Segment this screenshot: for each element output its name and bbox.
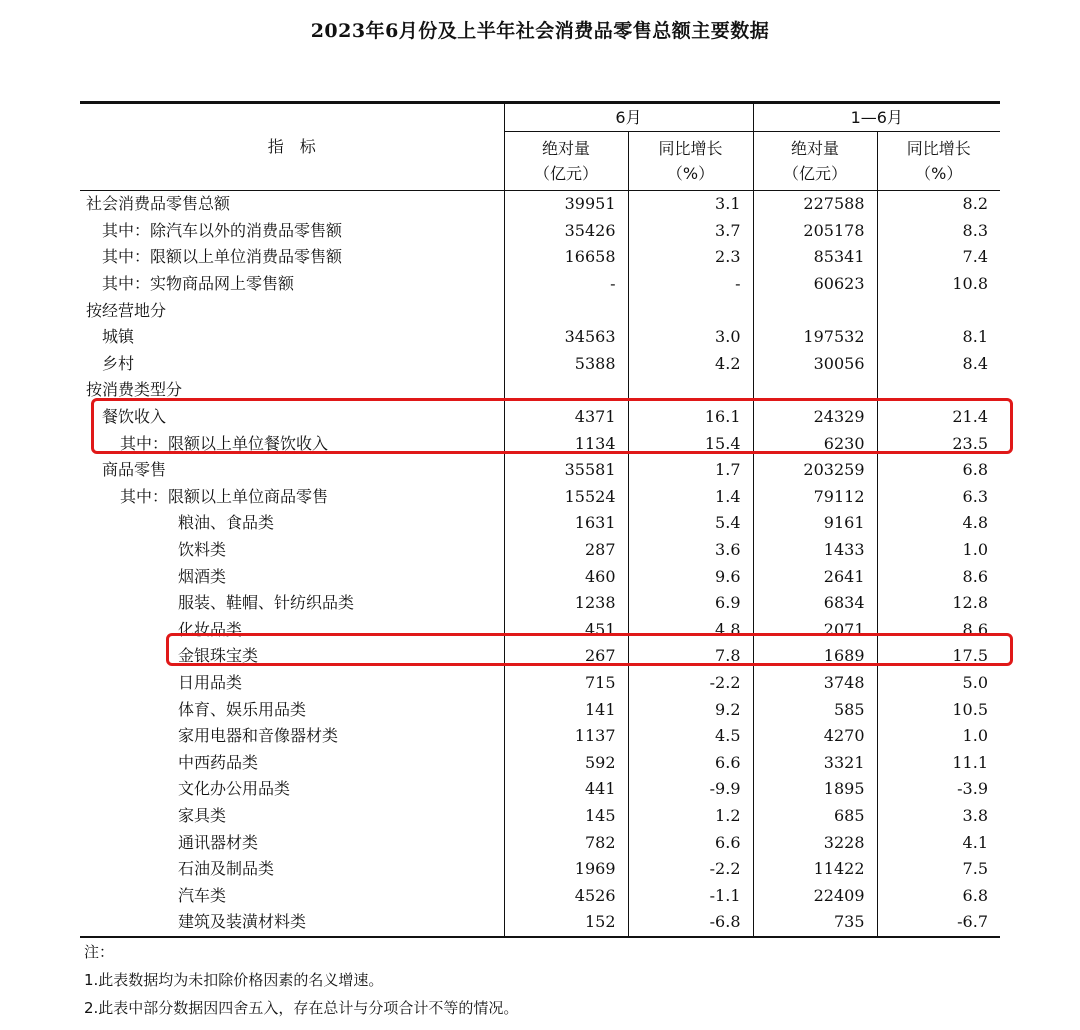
jan-jun-header: 1—6月: [753, 103, 1000, 132]
table-row: [80, 590, 1000, 617]
row-label: 化妆品类: [178, 619, 243, 639]
table-row: [80, 377, 1000, 404]
june-yoy-value: 6.6: [628, 829, 753, 856]
table-row: [80, 324, 1000, 351]
jan-jun-yoy-value: -3.9: [877, 776, 1000, 803]
row-label: 按经营地分: [86, 300, 167, 320]
jan-jun-yoy-value: 6.8: [877, 882, 1000, 909]
jan-jun-yoy-value: 4.1: [877, 829, 1000, 856]
june-yoy-value: 6.6: [628, 749, 753, 776]
june-absolute-value: 441: [504, 776, 628, 803]
jan-jun-yoy-value: 17.5: [877, 643, 1000, 670]
june-absolute-value: 141: [504, 696, 628, 723]
june-yoy-value: -9.9: [628, 776, 753, 803]
jan-jun-yoy-value: 8.1: [877, 324, 1000, 351]
june-absolute-value: 39951: [504, 191, 628, 218]
abs-unit: （亿元）: [533, 164, 598, 183]
june-yoy-value: 3.1: [628, 191, 753, 218]
june-absolute-value: 34563: [504, 324, 628, 351]
table-row: [80, 563, 1000, 590]
june-absolute-value: 1134: [504, 430, 628, 457]
table-row: [80, 457, 1000, 484]
jan-jun-absolute-value: 2641: [753, 563, 877, 590]
june-absolute-value: 782: [504, 829, 628, 856]
june-yoy-value: 4.8: [628, 617, 753, 644]
jan-jun-yoy-value: 23.5: [877, 430, 1000, 457]
jan-jun-yoy-value: 4.8: [877, 510, 1000, 537]
table-row: [80, 244, 1000, 271]
jan-jun-yoy-value: 5.0: [877, 670, 1000, 697]
data-table-container: [80, 101, 1000, 938]
june-yoy-value: 16.1: [628, 404, 753, 431]
june-absolute-value: -: [504, 271, 628, 298]
june-absolute-value: 715: [504, 670, 628, 697]
june-yoy-value: 4.5: [628, 723, 753, 750]
jan-jun-yoy-value: 1.0: [877, 537, 1000, 564]
jan-jun-yoy-value: 10.8: [877, 271, 1000, 298]
jan-jun-absolute-value: 3228: [753, 829, 877, 856]
jan-jun-absolute-value: 3321: [753, 749, 877, 776]
notes-head: 注：: [84, 943, 115, 961]
row-label: 服装、鞋帽、针纺织品类: [178, 593, 355, 613]
june-absolute-value: 152: [504, 909, 628, 937]
jan-jun-absolute-value: 585: [753, 696, 877, 723]
jan-jun-absolute-value: 6834: [753, 590, 877, 617]
jan-jun-absolute-value: 11422: [753, 856, 877, 883]
june-yoy-value: 6.9: [628, 590, 753, 617]
abs-unit: （亿元）: [782, 164, 847, 183]
jan-jun-yoy-value: 11.1: [877, 749, 1000, 776]
yoy-label: 同比增长: [906, 139, 971, 158]
table-row: [80, 749, 1000, 776]
june-yoy-value: [628, 297, 753, 324]
jan-jun-absolute-value: 24329: [753, 404, 877, 431]
jan-jun-yoy-value: -6.7: [877, 909, 1000, 937]
june-yoy-value: 2.3: [628, 244, 753, 271]
row-label: 建筑及装潢材料类: [80, 909, 504, 937]
jan-jun-yoy-value: 7.4: [877, 244, 1000, 271]
note-1: 1.此表数据均为未扣除价格因素的名义增速。: [84, 971, 384, 989]
jan-jun-yoy-value: [877, 297, 1000, 324]
jan-jun-yoy-value: 8.4: [877, 351, 1000, 378]
table-row: [80, 617, 1000, 644]
jan-jun-absolute-value: 197532: [753, 324, 877, 351]
row-label: 社会消费品零售总额: [86, 194, 231, 214]
row-label: 汽车类: [178, 885, 227, 905]
jan-jun-absolute-value: 2071: [753, 617, 877, 644]
row-label: 按消费类型分: [86, 380, 183, 400]
table-row: [80, 218, 1000, 245]
jan-jun-absolute-value: 685: [753, 803, 877, 830]
yoy-unit: （%）: [915, 164, 963, 183]
june-yoy-value: -1.1: [628, 882, 753, 909]
row-label: 中西药品类: [178, 752, 259, 772]
june-header: 6月: [504, 103, 753, 132]
jan-jun-yoy-value: 1.0: [877, 723, 1000, 750]
row-label: 其中：限额以上单位消费品零售额: [102, 247, 343, 267]
table-body: [80, 191, 1000, 937]
june-yoy-value: -6.8: [628, 909, 753, 937]
jan-jun-yoy-value: 8.2: [877, 191, 1000, 218]
table-row: [80, 670, 1000, 697]
row-label: 饮料类: [178, 540, 227, 560]
june-absolute-value: 1137: [504, 723, 628, 750]
row-label: 家具类: [178, 805, 227, 825]
june-yoy-value: 5.4: [628, 510, 753, 537]
june-absolute-value: 267: [504, 643, 628, 670]
jan-jun-absolute-value: 203259: [753, 457, 877, 484]
row-label: 其中：限额以上单位商品零售: [120, 486, 329, 506]
indicator-header: 指 标: [80, 103, 504, 191]
june-absolute-value: 1631: [504, 510, 628, 537]
row-label: 其中：除汽车以外的消费品零售额: [102, 220, 343, 240]
row-label: 粮油、食品类: [178, 513, 275, 533]
jan-jun-yoy-value: [877, 377, 1000, 404]
june-yoy-value: 3.0: [628, 324, 753, 351]
jan-jun-yoy-value: 8.6: [877, 563, 1000, 590]
june-absolute-value: 15524: [504, 484, 628, 511]
june-absolute-value: 16658: [504, 244, 628, 271]
june-absolute-value: 4526: [504, 882, 628, 909]
table-row: [80, 404, 1000, 431]
june-absolute-value: 35581: [504, 457, 628, 484]
row-label: 石油及制品类: [178, 859, 275, 879]
abs-label: 绝对量: [790, 139, 839, 158]
table-row: [80, 537, 1000, 564]
jan-jun-absolute-value: 4270: [753, 723, 877, 750]
table-row: [80, 271, 1000, 298]
june-absolute-value: 451: [504, 617, 628, 644]
jan-jun-yoy-value: 8.6: [877, 617, 1000, 644]
jan-jun-absolute-value: 85341: [753, 244, 877, 271]
jan-jun-absolute-value: 1433: [753, 537, 877, 564]
table-row: [80, 351, 1000, 378]
jan-jun-yoy-value: 12.8: [877, 590, 1000, 617]
jan-jun-absolute-value: 6230: [753, 430, 877, 457]
table-row: [80, 696, 1000, 723]
june-absolute-value: 592: [504, 749, 628, 776]
table-row: [80, 484, 1000, 511]
jan-jun-absolute-value: 735: [753, 909, 877, 937]
row-label: 家用电器和音像器材类: [178, 726, 339, 746]
table-row: [80, 430, 1000, 457]
table-row: [80, 909, 1000, 937]
table-row: [80, 510, 1000, 537]
table-row: [80, 643, 1000, 670]
jan-jun-yoy-value: 8.3: [877, 218, 1000, 245]
jan-jun-absolute-value: 205178: [753, 218, 877, 245]
row-label: 商品零售: [102, 460, 167, 480]
june-yoy-value: 9.6: [628, 563, 753, 590]
june-absolute-value: 287: [504, 537, 628, 564]
row-label: 其中：实物商品网上零售额: [102, 274, 295, 294]
row-label: 烟酒类: [178, 566, 227, 586]
june-absolute-value: [504, 297, 628, 324]
june-yoy-value: 4.2: [628, 351, 753, 378]
table-row: [80, 723, 1000, 750]
table-row: [80, 191, 1000, 218]
june-yoy-value: 3.6: [628, 537, 753, 564]
june-absolute-value: 460: [504, 563, 628, 590]
row-label: 餐饮收入: [102, 407, 167, 427]
table-row: [80, 297, 1000, 324]
june-yoy-value: 1.2: [628, 803, 753, 830]
h-yoy-header: [877, 132, 1000, 191]
jan-jun-absolute-value: 30056: [753, 351, 877, 378]
jan-jun-absolute-value: 22409: [753, 882, 877, 909]
june-yoy-header: [628, 132, 753, 191]
june-yoy-value: 9.2: [628, 696, 753, 723]
june-absolute-value: 35426: [504, 218, 628, 245]
june-yoy-value: 7.8: [628, 643, 753, 670]
jan-jun-absolute-value: [753, 297, 877, 324]
table-row: [80, 856, 1000, 883]
jan-jun-yoy-value: 3.8: [877, 803, 1000, 830]
table-row: [80, 882, 1000, 909]
jan-jun-yoy-value: 6.3: [877, 484, 1000, 511]
jan-jun-absolute-value: 1689: [753, 643, 877, 670]
yoy-unit: （%）: [666, 164, 715, 183]
row-label: 金银珠宝类: [178, 646, 259, 666]
note-2: 2.此表中部分数据因四舍五入，存在总计与分项合计不等的情况。: [84, 999, 519, 1017]
jan-jun-absolute-value: 227588: [753, 191, 877, 218]
june-yoy-value: -: [628, 271, 753, 298]
row-label: 日用品类: [178, 672, 243, 692]
june-yoy-value: 1.7: [628, 457, 753, 484]
row-label: 其中：限额以上单位餐饮收入: [120, 433, 329, 453]
jan-jun-absolute-value: 60623: [753, 271, 877, 298]
yoy-label: 同比增长: [658, 139, 723, 158]
jan-jun-absolute-value: 9161: [753, 510, 877, 537]
row-label: 通讯器材类: [178, 832, 259, 852]
june-absolute-value: 4371: [504, 404, 628, 431]
june-abs-header: [504, 132, 628, 191]
june-yoy-value: -2.2: [628, 670, 753, 697]
june-absolute-value: [504, 377, 628, 404]
table-row: [80, 776, 1000, 803]
table-row: [80, 803, 1000, 830]
h-abs-header: [753, 132, 877, 191]
jan-jun-absolute-value: 79112: [753, 484, 877, 511]
retail-sales-table: [80, 101, 1000, 938]
jan-jun-absolute-value: 3748: [753, 670, 877, 697]
jan-jun-yoy-value: 6.8: [877, 457, 1000, 484]
table-row: [80, 829, 1000, 856]
june-yoy-value: 15.4: [628, 430, 753, 457]
row-label: 体育、娱乐用品类: [178, 699, 307, 719]
june-yoy-value: -2.2: [628, 856, 753, 883]
june-absolute-value: 1238: [504, 590, 628, 617]
notes: [84, 938, 518, 1022]
page-title: 2023年6月份及上半年社会消费品零售总额主要数据: [310, 20, 770, 42]
row-label: 文化办公用品类: [178, 779, 291, 799]
june-absolute-value: 5388: [504, 351, 628, 378]
jan-jun-yoy-value: 21.4: [877, 404, 1000, 431]
row-label: 乡村: [102, 353, 135, 373]
row-label: 城镇: [102, 327, 135, 347]
jan-jun-yoy-value: 7.5: [877, 856, 1000, 883]
abs-label: 绝对量: [541, 139, 590, 158]
june-yoy-value: 1.4: [628, 484, 753, 511]
june-yoy-value: 3.7: [628, 218, 753, 245]
june-absolute-value: 1969: [504, 856, 628, 883]
jan-jun-yoy-value: 10.5: [877, 696, 1000, 723]
june-yoy-value: [628, 377, 753, 404]
june-absolute-value: 145: [504, 803, 628, 830]
jan-jun-absolute-value: 1895: [753, 776, 877, 803]
jan-jun-absolute-value: [753, 377, 877, 404]
